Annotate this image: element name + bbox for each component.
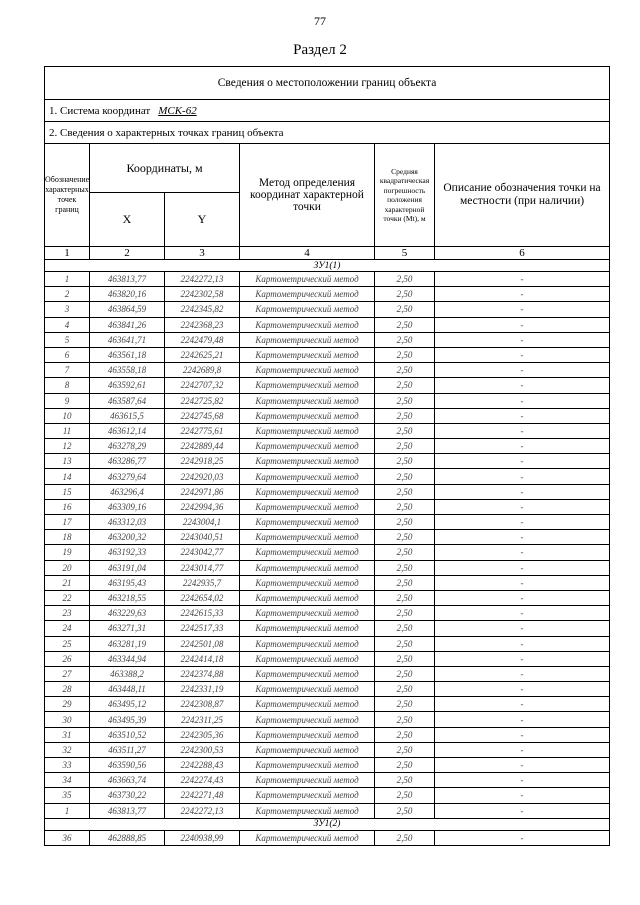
y-cell: 2242775,61 [165,423,240,438]
error-cell: 2,50 [375,560,435,575]
x-cell: 463813,77 [90,803,165,818]
description-cell: - [435,803,610,818]
error-cell: 2,50 [375,590,435,605]
point-number-cell: 34 [45,773,90,788]
page-number: 77 [314,14,326,28]
error-cell: 2,50 [375,363,435,378]
error-cell: 2,50 [375,742,435,757]
description-cell: - [435,332,610,347]
x-cell: 463864,59 [90,302,165,317]
point-number-cell: 1 [45,803,90,818]
description-cell: - [435,651,610,666]
y-cell: 2243040,51 [165,530,240,545]
coord-system-value: МСК-62 [158,104,197,117]
error-cell: 2,50 [375,302,435,317]
point-number-cell: 9 [45,393,90,408]
x-cell: 463612,14 [90,423,165,438]
x-cell: 463495,12 [90,697,165,712]
point-number-cell: 2 [45,287,90,302]
method-cell: Картометрический метод [240,287,375,302]
x-cell: 463820,16 [90,287,165,302]
table-row [45,575,610,590]
method-cell: Картометрический метод [240,697,375,712]
x-cell: 463312,03 [90,515,165,530]
table-row [45,545,610,560]
error-cell: 2,50 [375,682,435,697]
method-cell: Картометрический метод [240,408,375,423]
point-number-cell: 24 [45,621,90,636]
table-row [45,727,610,742]
description-cell: - [435,742,610,757]
table-row [45,560,610,575]
error-cell: 2,50 [375,712,435,727]
y-cell: 2242345,82 [165,302,240,317]
description-cell: - [435,302,610,317]
x-cell: 463200,32 [90,530,165,545]
point-number-cell: 20 [45,560,90,575]
description-cell: - [435,560,610,575]
description-cell: - [435,666,610,681]
x-cell: 463510,52 [90,727,165,742]
x-cell: 463615,5 [90,408,165,423]
description-cell: - [435,697,610,712]
header-description: Описание обозначения точки на местности (при наличии) [435,144,610,247]
table-row [45,272,610,287]
method-cell: Картометрический метод [240,332,375,347]
boundary-table [44,66,610,846]
description-cell: - [435,287,610,302]
description-cell: - [435,590,610,605]
group-header: ЗУ1(1) [45,260,610,272]
point-number-cell: 12 [45,439,90,454]
y-cell: 2242272,13 [165,272,240,287]
error-cell: 2,50 [375,423,435,438]
error-cell: 2,50 [375,758,435,773]
method-cell: Картометрический метод [240,272,375,287]
error-cell: 2,50 [375,287,435,302]
description-cell: - [435,636,610,651]
description-cell: - [435,393,610,408]
description-cell: - [435,788,610,803]
y-cell: 2242271,48 [165,788,240,803]
error-cell: 2,50 [375,530,435,545]
method-cell: Картометрический метод [240,727,375,742]
point-number-cell: 19 [45,545,90,560]
y-cell: 2242625,21 [165,347,240,362]
method-cell: Картометрический метод [240,621,375,636]
table-row [45,439,610,454]
error-cell: 2,50 [375,347,435,362]
y-cell: 2243042,77 [165,545,240,560]
method-cell: Картометрический метод [240,666,375,681]
x-cell: 463561,18 [90,347,165,362]
error-cell: 2,50 [375,727,435,742]
y-cell: 2242517,33 [165,621,240,636]
table-row [45,317,610,332]
x-cell: 463281,19 [90,636,165,651]
error-cell: 2,50 [375,545,435,560]
method-cell: Картометрический метод [240,606,375,621]
point-number-cell: 4 [45,317,90,332]
y-cell: 2242414,18 [165,651,240,666]
y-cell: 2242725,82 [165,393,240,408]
column-number: 3 [165,247,240,260]
point-number-cell: 27 [45,666,90,681]
description-cell: - [435,408,610,423]
method-cell: Картометрический метод [240,758,375,773]
table-row [45,332,610,347]
error-cell: 2,50 [375,803,435,818]
y-cell: 2242368,23 [165,317,240,332]
method-cell: Картометрический метод [240,454,375,469]
point-number-cell: 31 [45,727,90,742]
point-number-cell: 26 [45,651,90,666]
error-cell: 2,50 [375,332,435,347]
x-cell: 463218,55 [90,590,165,605]
column-number: 2 [90,247,165,260]
column-number: 5 [375,247,435,260]
method-cell: Картометрический метод [240,439,375,454]
description-cell: - [435,363,610,378]
method-cell: Картометрический метод [240,712,375,727]
error-cell: 2,50 [375,484,435,499]
x-cell: 463286,77 [90,454,165,469]
x-cell: 463191,04 [90,560,165,575]
table-row [45,363,610,378]
x-cell: 463641,71 [90,332,165,347]
error-cell: 2,50 [375,830,435,845]
error-cell: 2,50 [375,469,435,484]
y-cell: 2242300,53 [165,742,240,757]
error-cell: 2,50 [375,621,435,636]
point-number-cell: 18 [45,530,90,545]
point-number-cell: 32 [45,742,90,757]
description-cell: - [435,469,610,484]
table-row [45,590,610,605]
y-cell: 2242994,36 [165,499,240,514]
x-cell: 463229,63 [90,606,165,621]
method-cell: Картометрический метод [240,378,375,393]
x-cell: 463296,4 [90,484,165,499]
point-number-cell: 22 [45,590,90,605]
point-number-cell: 28 [45,682,90,697]
header-error: Средняя квадратическая погрешность положения характерной точки (Mt), м [375,144,435,247]
table-row [45,530,610,545]
error-cell: 2,50 [375,272,435,287]
table-row [45,666,610,681]
method-cell: Картометрический метод [240,788,375,803]
description-cell: - [435,499,610,514]
header-x: X [90,193,165,247]
y-cell: 2242274,43 [165,773,240,788]
error-cell: 2,50 [375,408,435,423]
description-cell: - [435,454,610,469]
description-cell: - [435,773,610,788]
y-cell: 2242305,36 [165,727,240,742]
group-header: ЗУ1(2) [45,818,610,830]
point-number-cell: 8 [45,378,90,393]
coord-system-row [45,100,610,122]
description-cell: - [435,727,610,742]
point-number-cell: 7 [45,363,90,378]
y-cell: 2240938,99 [165,830,240,845]
column-number: 1 [45,247,90,260]
point-number-cell: 3 [45,302,90,317]
table-row [45,499,610,514]
method-cell: Картометрический метод [240,499,375,514]
description-cell: - [435,272,610,287]
table-row [45,378,610,393]
table-row [45,302,610,317]
y-cell: 2242302,58 [165,287,240,302]
table-row [45,606,610,621]
header-y: Y [165,193,240,247]
table-row [45,742,610,757]
y-cell: 2242615,33 [165,606,240,621]
y-cell: 2242935,7 [165,575,240,590]
method-cell: Картометрический метод [240,469,375,484]
description-cell: - [435,484,610,499]
description-cell: - [435,545,610,560]
description-cell: - [435,439,610,454]
table-row [45,712,610,727]
x-cell: 463587,64 [90,393,165,408]
y-cell: 2242479,48 [165,332,240,347]
error-cell: 2,50 [375,697,435,712]
description-cell: - [435,515,610,530]
method-cell: Картометрический метод [240,742,375,757]
description-cell: - [435,682,610,697]
y-cell: 2242501,08 [165,636,240,651]
x-cell: 463558,18 [90,363,165,378]
error-cell: 2,50 [375,606,435,621]
table-row [45,788,610,803]
x-cell: 463195,43 [90,575,165,590]
y-cell: 2242331,19 [165,682,240,697]
error-cell: 2,50 [375,439,435,454]
description-cell: - [435,347,610,362]
error-cell: 2,50 [375,666,435,681]
column-number: 4 [240,247,375,260]
header-coordinates: Координаты, м [90,144,240,193]
method-cell: Картометрический метод [240,363,375,378]
header-method: Метод определения координат характерной точки [240,144,375,247]
method-cell: Картометрический метод [240,302,375,317]
method-cell: Картометрический метод [240,545,375,560]
method-cell: Картометрический метод [240,773,375,788]
method-cell: Картометрический метод [240,515,375,530]
table-title: Сведения о местоположении границ объекта [45,67,610,100]
description-cell: - [435,621,610,636]
method-cell: Картометрический метод [240,560,375,575]
method-cell: Картометрический метод [240,803,375,818]
point-number-cell: 16 [45,499,90,514]
error-cell: 2,50 [375,788,435,803]
y-cell: 2242311,25 [165,712,240,727]
point-number-cell: 17 [45,515,90,530]
method-cell: Картометрический метод [240,393,375,408]
point-number-cell: 36 [45,830,90,845]
x-cell: 463495,39 [90,712,165,727]
table-row [45,682,610,697]
method-cell: Картометрический метод [240,636,375,651]
point-number-cell: 23 [45,606,90,621]
point-number-cell: 14 [45,469,90,484]
table-row [45,758,610,773]
description-cell: - [435,758,610,773]
header-point-number: Обозначение характерных точек границ [45,144,90,247]
table-row [45,423,610,438]
table-row [45,773,610,788]
description-cell: - [435,712,610,727]
point-number-cell: 33 [45,758,90,773]
table-row [45,515,610,530]
error-cell: 2,50 [375,499,435,514]
table-row [45,621,610,636]
y-cell: 2242745,68 [165,408,240,423]
point-number-cell: 13 [45,454,90,469]
method-cell: Картометрический метод [240,590,375,605]
x-cell: 463813,77 [90,272,165,287]
point-number-cell: 10 [45,408,90,423]
x-cell: 463511,27 [90,742,165,757]
table-row [45,287,610,302]
description-cell: - [435,378,610,393]
x-cell: 463663,74 [90,773,165,788]
method-cell: Картометрический метод [240,484,375,499]
x-cell: 463590,56 [90,758,165,773]
error-cell: 2,50 [375,515,435,530]
table-row [45,393,610,408]
table-row [45,484,610,499]
table-row [45,636,610,651]
point-number-cell: 1 [45,272,90,287]
method-cell: Картометрический метод [240,830,375,845]
y-cell: 2242654,02 [165,590,240,605]
y-cell: 2243004,1 [165,515,240,530]
table-row [45,651,610,666]
error-cell: 2,50 [375,651,435,666]
y-cell: 2242707,32 [165,378,240,393]
description-cell: - [435,606,610,621]
y-cell: 2242971,86 [165,484,240,499]
x-cell: 463841,26 [90,317,165,332]
method-cell: Картометрический метод [240,651,375,666]
error-cell: 2,50 [375,636,435,651]
y-cell: 2242288,43 [165,758,240,773]
point-number-cell: 11 [45,423,90,438]
description-cell: - [435,830,610,845]
table-row [45,408,610,423]
x-cell: 463388,2 [90,666,165,681]
point-number-cell: 25 [45,636,90,651]
method-cell: Картометрический метод [240,317,375,332]
error-cell: 2,50 [375,575,435,590]
x-cell: 463192,33 [90,545,165,560]
y-cell: 2242920,03 [165,469,240,484]
y-cell: 2242308,87 [165,697,240,712]
coord-system-label: 1. Система координат [49,104,151,117]
method-cell: Картометрический метод [240,575,375,590]
y-cell: 2242374,88 [165,666,240,681]
table-row [45,830,610,845]
description-cell: - [435,575,610,590]
section-title: Раздел 2 [293,42,347,58]
point-number-cell: 15 [45,484,90,499]
error-cell: 2,50 [375,773,435,788]
table-row [45,469,610,484]
column-number: 6 [435,247,610,260]
x-cell: 463730,22 [90,788,165,803]
table-row [45,697,610,712]
point-number-cell: 35 [45,788,90,803]
method-cell: Картометрический метод [240,530,375,545]
point-number-cell: 6 [45,347,90,362]
description-cell: - [435,317,610,332]
x-cell: 463278,29 [90,439,165,454]
x-cell: 462888,85 [90,830,165,845]
x-cell: 463448,11 [90,682,165,697]
y-cell: 2242272,13 [165,803,240,818]
table-row [45,347,610,362]
x-cell: 463344,94 [90,651,165,666]
x-cell: 463309,16 [90,499,165,514]
description-cell: - [435,423,610,438]
error-cell: 2,50 [375,378,435,393]
table-row [45,803,610,818]
x-cell: 463279,64 [90,469,165,484]
point-number-cell: 5 [45,332,90,347]
method-cell: Картометрический метод [240,682,375,697]
method-cell: Картометрический метод [240,347,375,362]
error-cell: 2,50 [375,317,435,332]
y-cell: 2242918,25 [165,454,240,469]
table-row [45,454,610,469]
point-number-cell: 29 [45,697,90,712]
point-number-cell: 30 [45,712,90,727]
y-cell: 2242889,44 [165,439,240,454]
x-cell: 463592,61 [90,378,165,393]
description-cell: - [435,530,610,545]
y-cell: 2242689,8 [165,363,240,378]
method-cell: Картометрический метод [240,423,375,438]
y-cell: 2243014,77 [165,560,240,575]
points-label: 2. Сведения о характерных точках границ объекта [45,122,610,144]
error-cell: 2,50 [375,393,435,408]
x-cell: 463271,31 [90,621,165,636]
point-number-cell: 21 [45,575,90,590]
error-cell: 2,50 [375,454,435,469]
